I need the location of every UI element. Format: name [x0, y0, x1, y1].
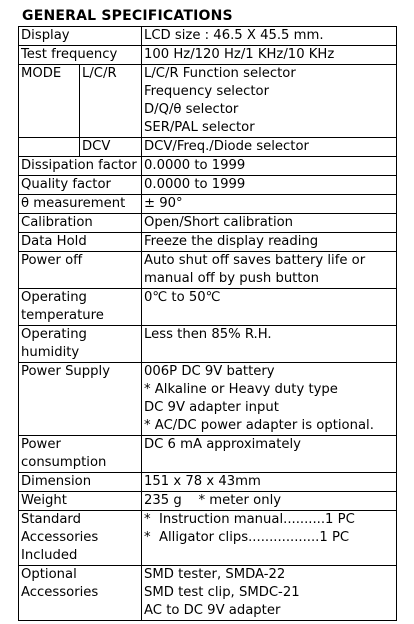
spec-row-calibration [19, 214, 397, 233]
value-line: SER/PAL selector [144, 120, 255, 135]
spec-label: Weight [19, 492, 142, 511]
spec-value: 0.0000 to 1999 [142, 157, 397, 176]
spec-row-data-hold [19, 233, 397, 252]
label-line: Included [21, 548, 78, 563]
value-line: D/Q/θ selector [144, 102, 239, 117]
spec-label: Quality factor [19, 176, 142, 195]
value-line: manual off by push button [144, 271, 319, 286]
spec-row-power-off [19, 252, 397, 289]
label-line: Operating [21, 290, 87, 305]
label-line: humidity [21, 345, 80, 360]
spec-label: Display [19, 27, 142, 46]
spec-value: Open/Short calibration [142, 214, 397, 233]
spec-label [19, 326, 142, 363]
spec-value [142, 252, 397, 289]
spec-row-test-frequency [19, 46, 397, 65]
spec-row-optional-accessories [19, 566, 397, 621]
spec-row-weight [19, 492, 397, 511]
spec-row-quality-factor [19, 176, 397, 195]
spec-value: DC 6 mA approximately [142, 436, 397, 473]
value-line: SMD test clip, SMDC-21 [144, 585, 300, 600]
label-line: Standard [21, 512, 81, 527]
spec-row-theta-measurement [19, 195, 397, 214]
label-line: temperature [21, 308, 104, 323]
spec-label: Calibration [19, 214, 142, 233]
spec-row-display [19, 27, 397, 46]
mode-sub-label-dcv: DCV [80, 138, 142, 157]
label-line: Optional [21, 567, 77, 582]
value-line: * Alligator clips.................1 PC [144, 530, 350, 545]
spec-value: DCV/Freq./Diode selector [142, 138, 397, 157]
label-line: Operating [21, 327, 87, 342]
spec-row-power-consumption [19, 436, 397, 473]
value-line: 006P DC 9V battery [144, 364, 275, 379]
spec-row-operating-temperature [19, 289, 397, 326]
spec-label [19, 289, 142, 326]
spec-value: 100 Hz/120 Hz/1 KHz/10 KHz [142, 46, 397, 65]
label-line: Accessories [21, 530, 99, 545]
spec-value: 0.0000 to 1999 [142, 176, 397, 195]
label-line: Power [21, 437, 61, 452]
value-line: * Alkaline or Heavy duty type [144, 382, 338, 397]
page-title: GENERAL SPECIFICATIONS [22, 8, 233, 24]
spec-value: 151 x 78 x 43mm [142, 473, 397, 492]
spec-label: Power Supply [19, 363, 142, 436]
mode-label-continuation [19, 138, 80, 157]
spec-label: θ measurement [19, 195, 142, 214]
spec-value: ± 90° [142, 195, 397, 214]
label-line: Accessories [21, 585, 99, 600]
spec-value: 0℃ to 50℃ [142, 289, 397, 326]
spec-row-dimension [19, 473, 397, 492]
mode-sub-label-lcr: L/C/R [80, 65, 142, 138]
spec-row-power-supply [19, 363, 397, 436]
spec-label: Data Hold [19, 233, 142, 252]
mode-label: MODE [19, 65, 80, 138]
value-line: SMD tester, SMDA-22 [144, 567, 286, 582]
value-line: L/C/R Function selector [144, 66, 296, 81]
spec-label: Dimension [19, 473, 142, 492]
spec-value: Freeze the display reading [142, 233, 397, 252]
spec-value [142, 511, 397, 566]
value-line: Frequency selector [144, 84, 269, 99]
spec-label: Test frequency [19, 46, 142, 65]
spec-label: Power off [19, 252, 142, 289]
spec-label [19, 436, 142, 473]
spec-label [19, 511, 142, 566]
value-line: Auto shut off saves battery life or [144, 253, 366, 268]
spec-value [142, 566, 397, 621]
value-line: * AC/DC power adapter is optional. [144, 418, 374, 433]
spec-value: Less then 85% R.H. [142, 326, 397, 363]
value-line: * Instruction manual..........1 PC [144, 512, 355, 527]
spec-value: 235 g * meter only [142, 492, 397, 511]
value-line: DC 9V adapter input [144, 400, 279, 415]
spec-table [18, 26, 397, 621]
label-line: consumption [21, 455, 107, 470]
spec-label: Dissipation factor [19, 157, 142, 176]
spec-row-dissipation-factor [19, 157, 397, 176]
spec-value [142, 65, 397, 138]
value-line: AC to DC 9V adapter [144, 603, 281, 618]
spec-row-mode-lcr [19, 65, 397, 138]
spec-label [19, 566, 142, 621]
spec-row-operating-humidity [19, 326, 397, 363]
spec-value [142, 363, 397, 436]
spec-value: LCD size : 46.5 X 45.5 mm. [142, 27, 397, 46]
spec-row-standard-accessories [19, 511, 397, 566]
spec-row-mode-dcv [19, 138, 397, 157]
